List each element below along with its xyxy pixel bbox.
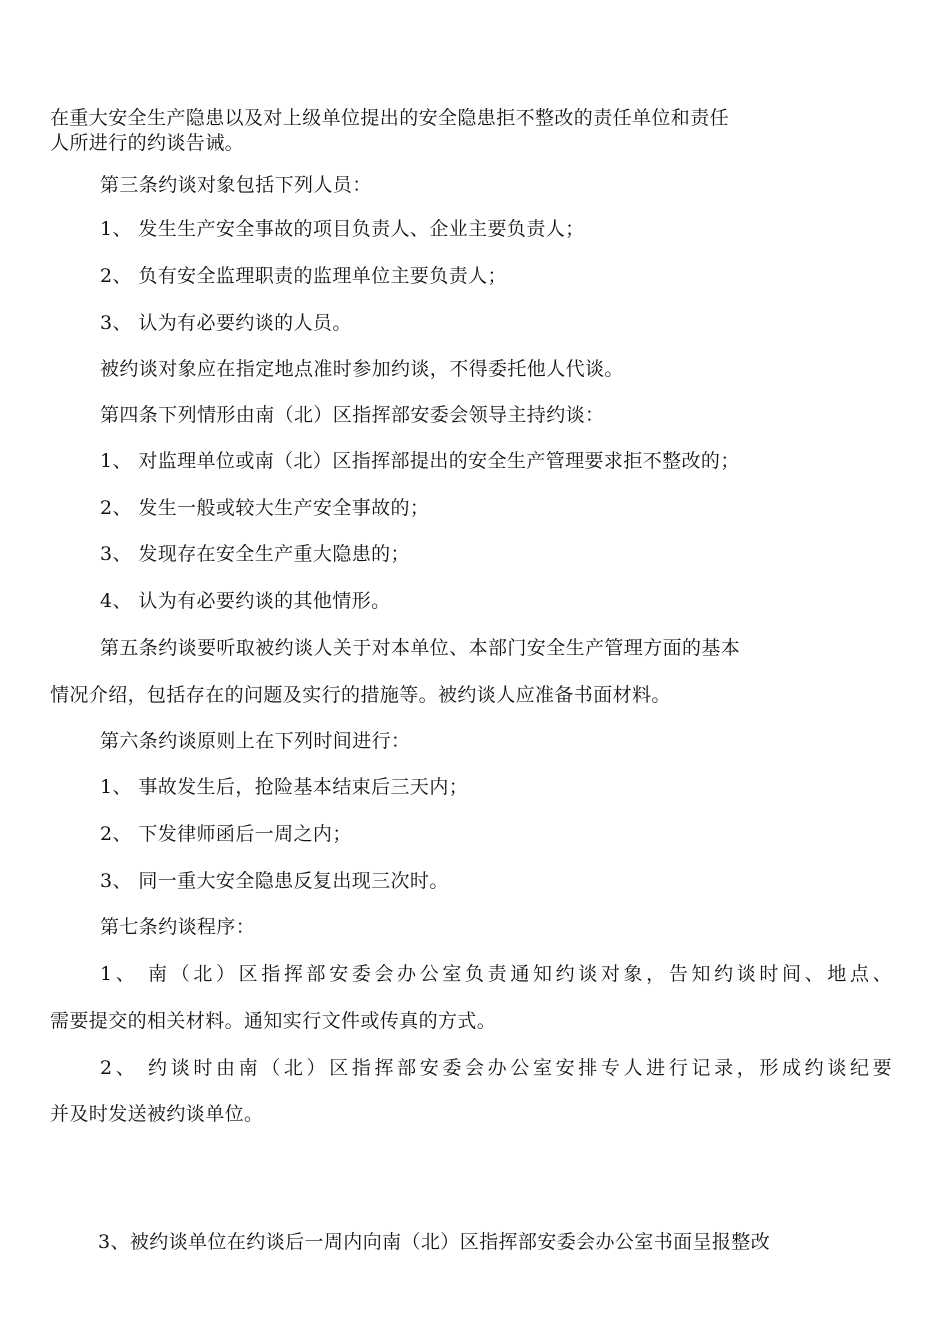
article-7-item-2-line-1: 2、 约谈时由南（北）区指挥部安委会办公室安排专人进行记录，形成约谈纪要 (100, 1057, 892, 1079)
article-5-line-2: 情况介绍，包括存在的问题及实行的措施等。被约谈人应准备书面材料。 (50, 684, 671, 706)
article-6-item-2: 2、 下发律师函后一周之内； (100, 823, 352, 845)
article-3-item-2: 2、 负有安全监理职责的监理单位主要负责人； (100, 265, 507, 287)
article-3-heading: 第三条约谈对象包括下列人员： (100, 174, 372, 196)
article-5-line-1: 第五条约谈要听取被约谈人关于对本单位、本部门安全生产管理方面的基本 (100, 637, 741, 659)
article-6-item-1: 1、 事故发生后，抢险基本结束后三天内； (100, 776, 469, 798)
article-7-item-1-line-2: 需要提交的相关材料。通知实行文件或传真的方式。 (50, 1010, 497, 1032)
article-4-item-4: 4、 认为有必要约谈的其他情形。 (100, 590, 391, 612)
text-line-2: 人所进行的约谈告诫。 (50, 132, 245, 154)
article-7-item-1-line-1: 1、 南（北）区指挥部安委会办公室负责通知约谈对象，告知约谈时间、地点、 (100, 963, 892, 985)
article-3-item-1: 1、 发生生产安全事故的项目负责人、企业主要负责人； (100, 218, 585, 240)
article-4-item-1: 1、 对监理单位或南（北）区指挥部提出的安全生产管理要求拒不整改的； (100, 450, 740, 472)
article-4-item-3: 3、 发现存在安全生产重大隐患的； (100, 543, 410, 565)
text-line-1: 在重大安全生产隐患以及对上级单位提出的安全隐患拒不整改的责任单位和责任 (50, 107, 730, 129)
article-7-heading: 第七条约谈程序： (100, 916, 256, 938)
article-7-item-2-line-2: 并及时发送被约谈单位。 (50, 1103, 264, 1125)
article-4-heading: 第四条下列情形由南（北）区指挥部安委会领导主持约谈： (100, 404, 605, 426)
article-3-item-3: 3、 认为有必要约谈的人员。 (100, 312, 352, 334)
article-4-item-2: 2、 发生一般或较大生产安全事故的； (100, 497, 430, 519)
article-6-item-3: 3、 同一重大安全隐患反复出现三次时。 (100, 870, 449, 892)
article-7-item-3-line-1: 3、被约谈单位在约谈后一周内向南（北）区指挥部安委会办公室书面呈报整改 (98, 1231, 771, 1253)
article-6-heading: 第六条约谈原则上在下列时间进行： (100, 730, 411, 752)
article-3-note: 被约谈对象应在指定地点准时参加约谈，不得委托他人代谈。 (100, 358, 624, 380)
